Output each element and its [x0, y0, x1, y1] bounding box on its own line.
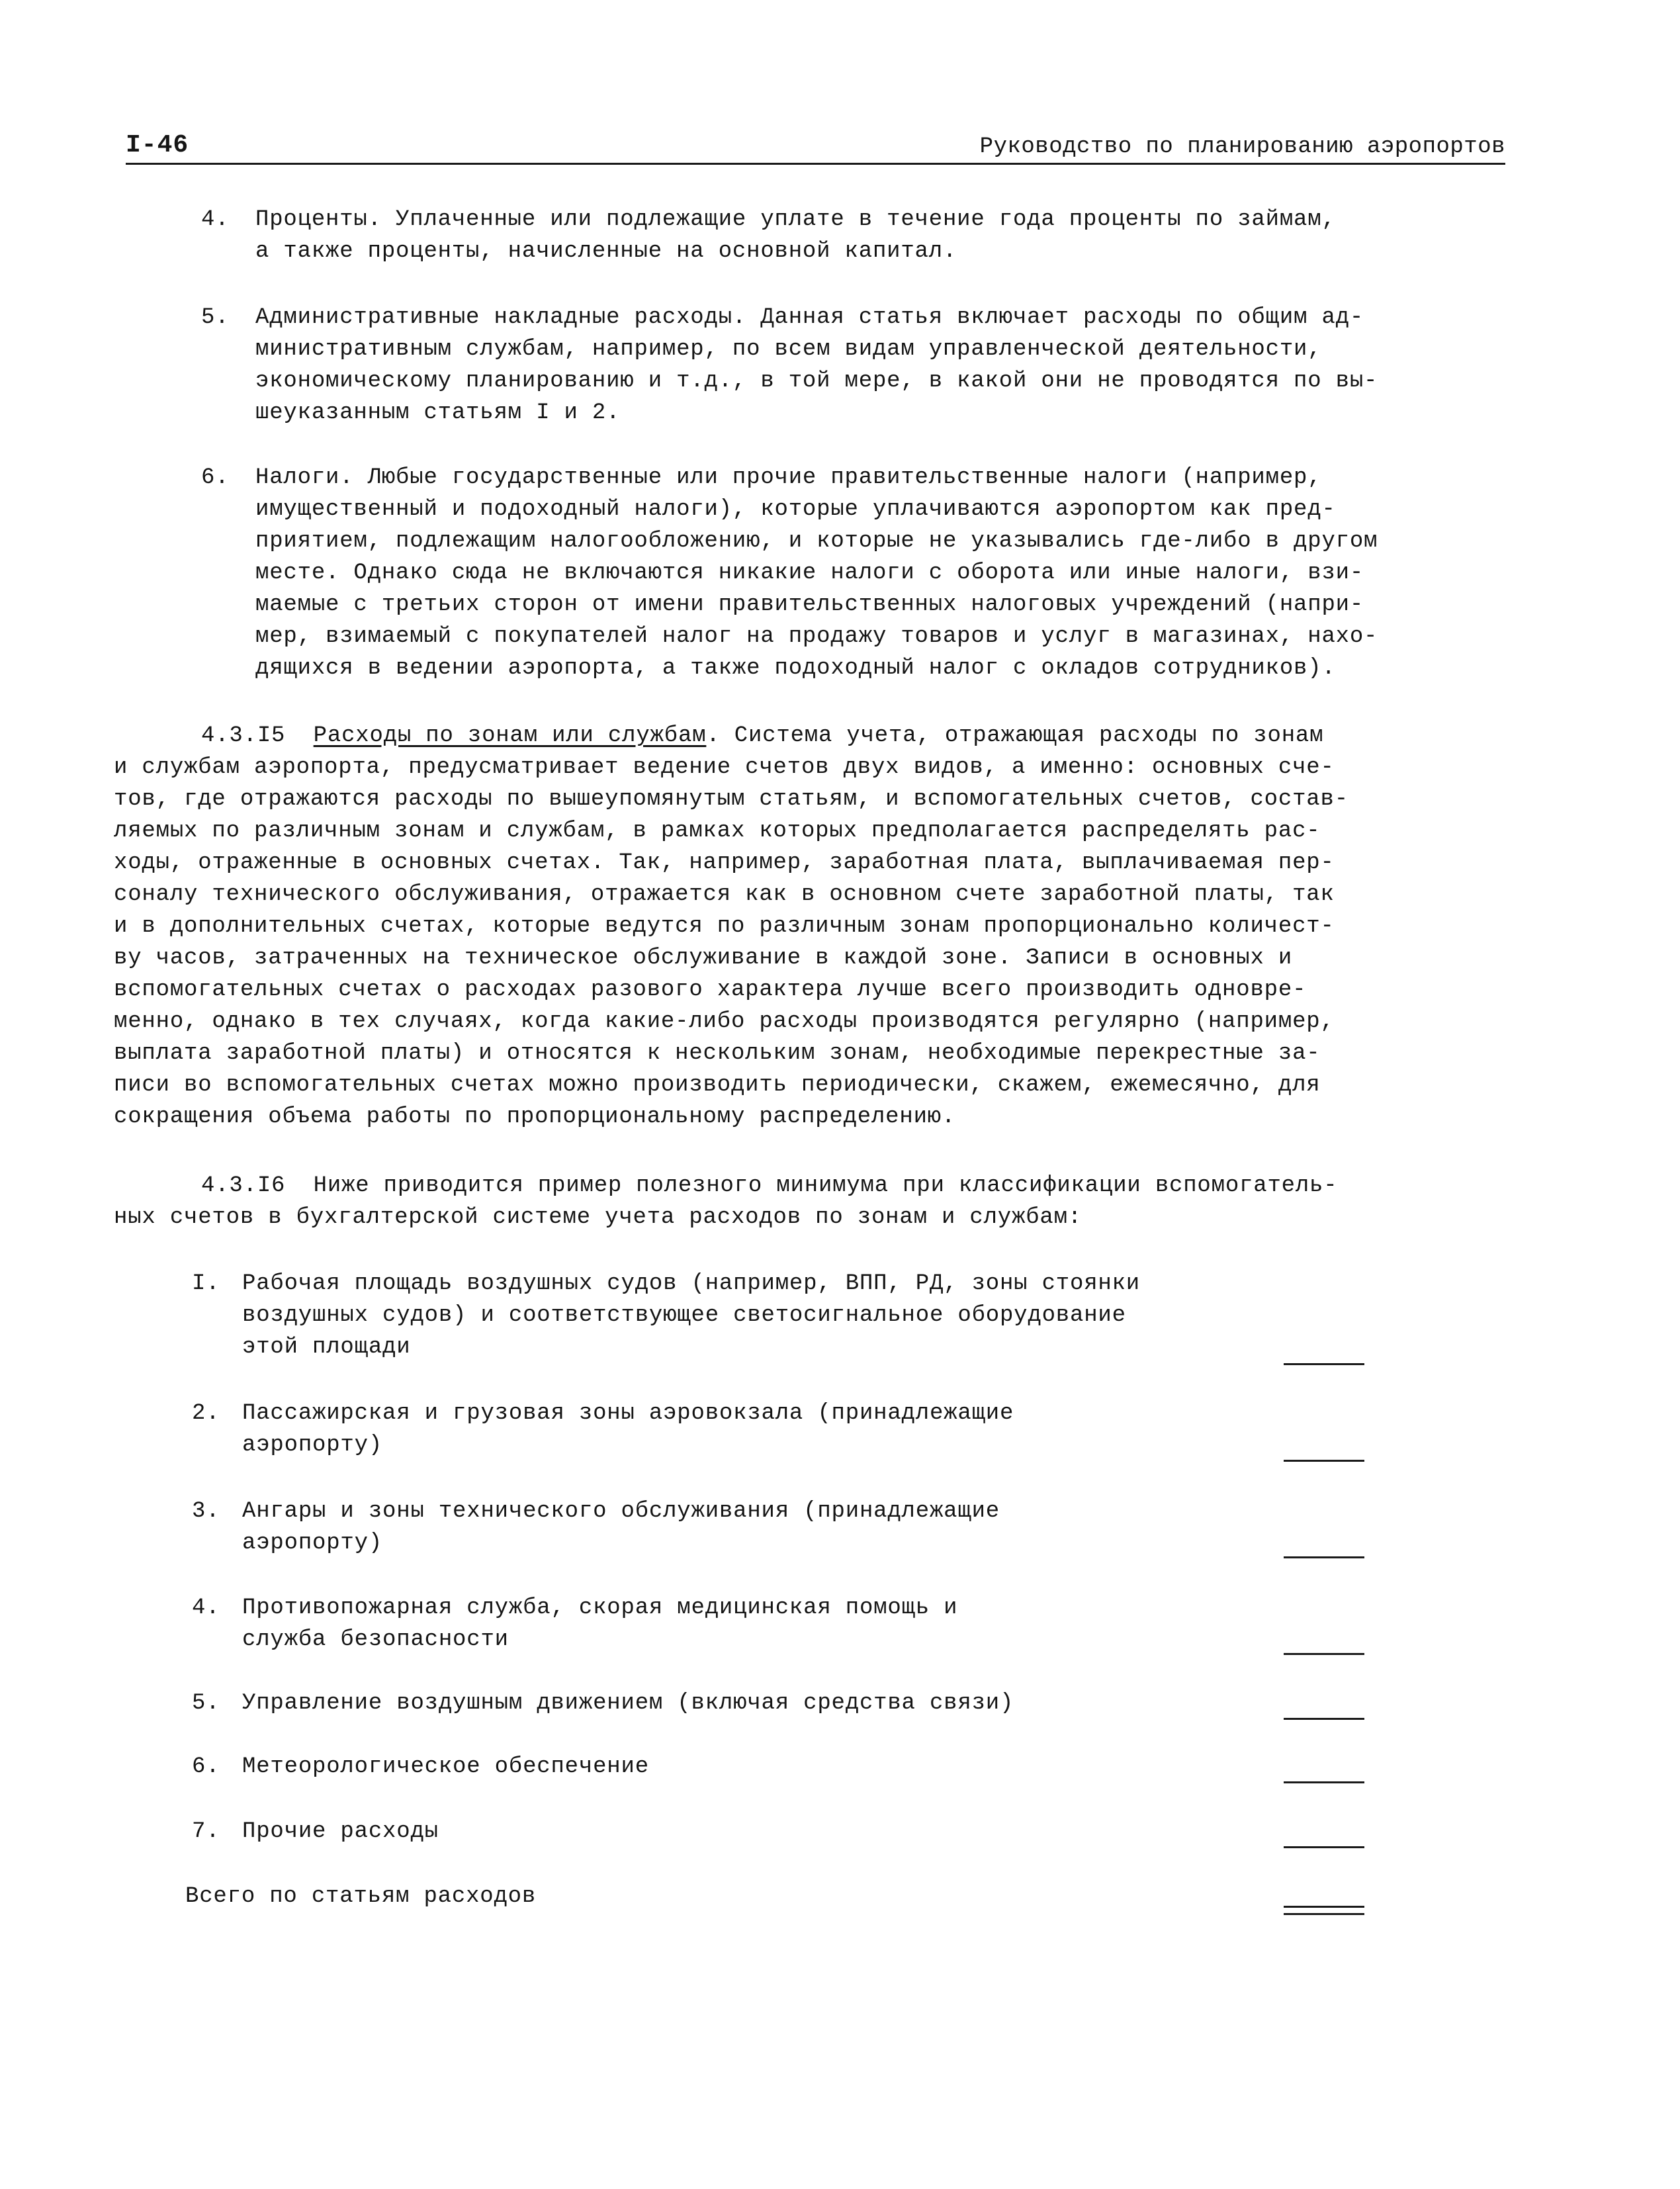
list-item-line: шеуказанным статьям I и 2. [255, 400, 621, 425]
list-item-line: аэропорту) [242, 1531, 383, 1556]
paragraph-text: . Система учета, отражающая расходы по зонам [706, 723, 1324, 748]
list-item-number: 2. [192, 1401, 220, 1426]
list-item-line: Прочие расходы [242, 1819, 439, 1844]
list-item-line: Административные накладные расходы. Данная статья включает расходы по общим ад- [255, 305, 1364, 330]
list-item-line: Противопожарная служба, скорая медицинская помощь и [242, 1595, 958, 1621]
list-item-line: аэропорту) [242, 1433, 383, 1458]
total-amount-blank [1284, 1906, 1364, 1915]
paragraph-line: 4.3.I6 Ниже приводится пример полезного минимума при классификации вспомогатель- [201, 1173, 1338, 1198]
amount-blank [1284, 1846, 1364, 1848]
amount-blank [1284, 1363, 1364, 1365]
list-item-line: Рабочая площадь воздушных судов (например, ВПП, РД, зоны стоянки [242, 1271, 1141, 1296]
paragraph-line: писи во вспомогательных счетах можно производить периодически, скажем, ежемесячно, для [114, 1073, 1321, 1098]
list-item-line: этой площади [242, 1335, 411, 1360]
paragraph-line: сокращения объема работы по пропорциональному распределению. [114, 1104, 956, 1130]
list-item-line: дящихся в ведении аэропорта, а также подоходный налог с окладов сотрудников). [255, 656, 1336, 681]
list-item-line: Метеорологическое обеспечение [242, 1754, 649, 1779]
paragraph-line: тов, где отражаются расходы по вышеупомянутым статьям, и вспомогательных счетов, состав- [114, 787, 1348, 812]
list-item-line: мер, взимаемый с покупателей налог на продажу товаров и услуг в магазинах, нахо- [255, 624, 1378, 649]
paragraph-line: соналу технического обслуживания, отражается как в основном счете заработной платы, так [114, 882, 1335, 907]
list-item-number: I. [192, 1271, 220, 1296]
running-title: Руководство по планированию аэропортов [979, 134, 1505, 159]
list-item-line: месте. Однако сюда не включаются никакие налоги с оборота или иные налоги, взи- [255, 560, 1364, 586]
amount-blank [1284, 1556, 1364, 1558]
paragraph-number: 4.3.I5 [201, 723, 286, 748]
list-item-line: приятием, подлежащим налогообложению, и которые не указывались где-либо в другом [255, 529, 1378, 554]
amount-blank [1284, 1460, 1364, 1462]
paragraph-line: ляемых по различным зонам и службам, в рамках которых предполагается распределять рас- [114, 819, 1321, 844]
paragraph-line: ходы, отраженные в основных счетах. Так, например, заработная плата, выплачиваемая пер- [114, 850, 1335, 875]
list-item-number: 7. [192, 1819, 220, 1844]
total-label: Всего по статьям расходов [185, 1884, 537, 1909]
list-item-line: а также проценты, начисленные на основной капитал. [255, 239, 957, 264]
paragraph-title: Расходы по зонам или службам [313, 723, 707, 748]
paragraph-line: ву часов, затраченных на техническое обслуживание в каждой зоне. Записи в основных и [114, 946, 1293, 971]
amount-blank [1284, 1653, 1364, 1655]
paragraph-line: менно, однако в тех случаях, когда какие-либо расходы производятся регулярно (например, [114, 1009, 1335, 1034]
paragraph-line: вспомогательных счетах о расходах разового характера лучше всего производить одновре- [114, 977, 1307, 1003]
list-item-line: экономическому планированию и т.д., в той мере, в какой они не проводятся по вы- [255, 369, 1378, 394]
list-item-number: 6. [192, 1754, 220, 1779]
list-item-line: Проценты. Уплаченные или подлежащие уплате в течение года проценты по займам, [255, 207, 1336, 232]
list-item-line: Налоги. Любые государственные или прочие правительственные налоги (например, [255, 465, 1322, 490]
list-item-number: 6. [201, 465, 230, 490]
list-item-number: 3. [192, 1499, 220, 1524]
list-item-line: воздушных судов) и соответствующее светосигнальное оборудование [242, 1303, 1126, 1328]
amount-blank [1284, 1781, 1364, 1783]
paragraph-line: выплата заработной платы) и относятся к нескольким зонам, необходимые перекрестные за- [114, 1041, 1321, 1066]
page-header [126, 130, 1505, 165]
amount-blank [1284, 1718, 1364, 1720]
list-item-line: маемые с третьих сторон от имени правительственных налоговых учреждений (напри- [255, 592, 1364, 617]
paragraph-first-line [201, 721, 1323, 750]
paragraph-line: и в дополнительных счетах, которые ведутся по различным зонам пропорционально количест- [114, 914, 1335, 939]
list-item-line: Управление воздушным движением (включая средства связи) [242, 1691, 1014, 1716]
list-item-line: министративным службам, например, по всем видам управленческой деятельности, [255, 337, 1322, 362]
list-item-number: 4. [201, 207, 230, 232]
list-item-line: служба безопасности [242, 1627, 509, 1652]
list-item-line: Пассажирская и грузовая зоны аэровокзала (принадлежащие [242, 1401, 1014, 1426]
list-item-number: 5. [192, 1691, 220, 1716]
paragraph-line: ных счетов в бухгалтерской системе учета расходов по зонам и службам: [114, 1205, 1083, 1230]
list-item-number: 4. [192, 1595, 220, 1621]
list-item-number: 5. [201, 305, 230, 330]
paragraph-line: и службам аэропорта, предусматривает ведение счетов двух видов, а именно: основных сче- [114, 755, 1335, 780]
list-item-line: Ангары и зоны технического обслуживания (принадлежащие [242, 1499, 1000, 1524]
page-number: I-46 [126, 131, 189, 159]
list-item-line: имущественный и подоходный налоги), которые уплачиваются аэропортом как пред- [255, 497, 1336, 522]
